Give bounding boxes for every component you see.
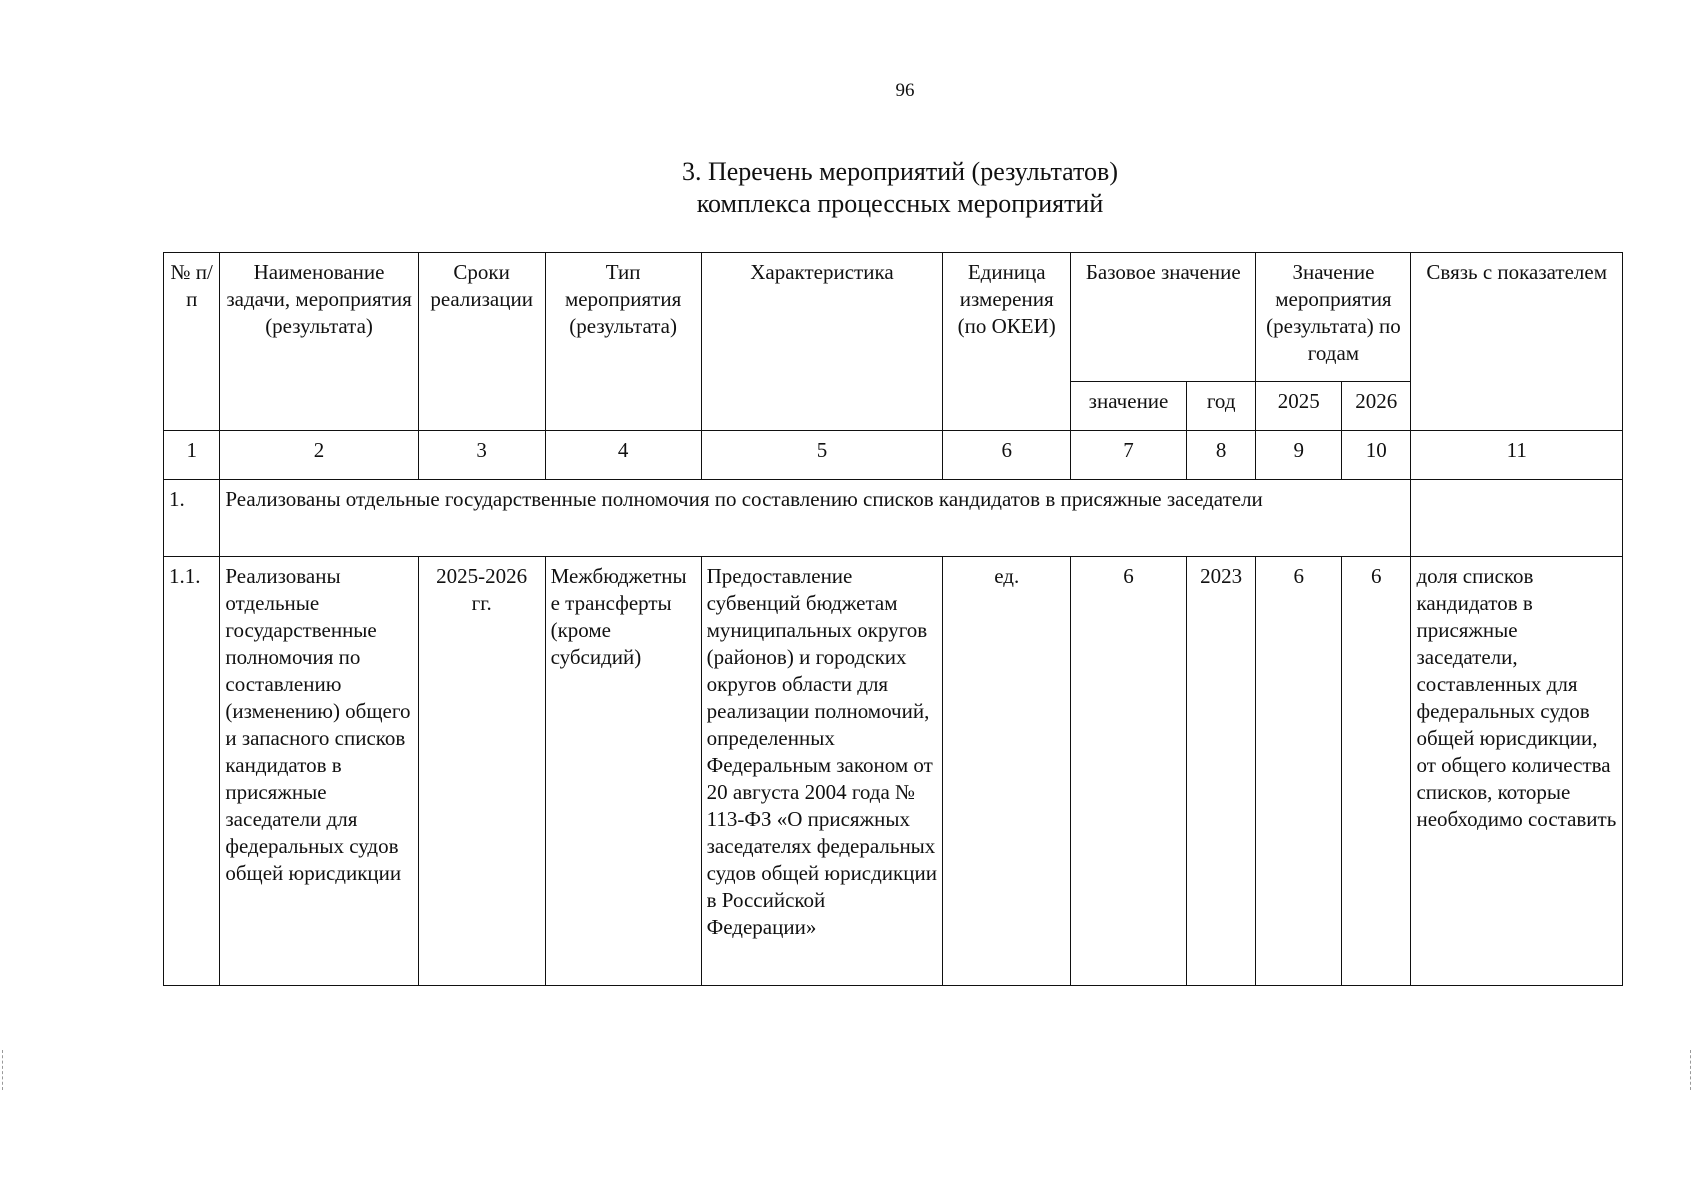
- item-link: доля списков кандидатов в присяжные заседатели, составленных для федеральных судов общей юрисдикции, от общего количества списков, которые необходимо составить: [1411, 557, 1623, 986]
- item-base-value: 6: [1071, 557, 1187, 986]
- column-number: 8: [1186, 431, 1255, 480]
- subheader-year-2025: 2025: [1256, 382, 1342, 431]
- column-number: 10: [1341, 431, 1410, 480]
- column-number-row: [164, 431, 1623, 480]
- section-title: Реализованы отдельные государственные полномочия по составлению списков кандидатов в присяжные заседатели: [220, 480, 1411, 557]
- item-unit: ед.: [943, 557, 1071, 986]
- document-title: [300, 156, 1500, 220]
- column-number: 7: [1071, 431, 1187, 480]
- column-number: 2: [220, 431, 418, 480]
- item-num: 1.1.: [164, 557, 220, 986]
- column-number: 4: [545, 431, 701, 480]
- column-number: 1: [164, 431, 220, 480]
- item-name: Реализованы отдельные государственные полномочия по составлению (изменению) общего и запасного списков кандидатов в присяжные заседатели для федеральных судов общей юрисдикции: [220, 557, 418, 986]
- header-name: Наименование задачи, мероприятия (результата): [220, 253, 418, 431]
- column-number: 6: [943, 431, 1071, 480]
- item-terms: 2025-2026 гг.: [418, 557, 545, 986]
- subheader-base-value: значение: [1071, 382, 1187, 431]
- header-link: Связь с показателем: [1411, 253, 1623, 431]
- table-row: [164, 557, 1623, 986]
- section-row: [164, 480, 1623, 557]
- header-type: Тип мероприятия (результата): [545, 253, 701, 431]
- item-characteristic: Предоставление субвенций бюджетам муниципальных округов (районов) и городских округов области для реализации полномочий, определенных Федеральным законом от 20 августа 2004 года № 113-ФЗ «О присяжных заседателях федеральных судов общей юрисдикции в Российской Федерации»: [701, 557, 943, 986]
- header-value-by-years: Значение мероприятия (результата) по годам: [1256, 253, 1411, 382]
- column-number: 9: [1256, 431, 1342, 480]
- subheader-year-2026: 2026: [1341, 382, 1410, 431]
- item-value-2025: 6: [1256, 557, 1342, 986]
- section-empty-cell: [1411, 480, 1623, 557]
- left-margin-mark: [2, 1050, 5, 1090]
- header-characteristic: Характеристика: [701, 253, 943, 431]
- title-line-1: 3. Перечень мероприятий (результатов): [681, 157, 1118, 186]
- title-line-2: комплекса процессных мероприятий: [696, 189, 1104, 218]
- activities-table: [163, 252, 1623, 986]
- item-type: Межбюджетные трансферты (кроме субсидий): [545, 557, 701, 986]
- section-num: 1.: [164, 480, 220, 557]
- header-terms: Сроки реализации: [418, 253, 545, 431]
- item-value-2026: 6: [1341, 557, 1410, 986]
- right-margin-mark: [1690, 1050, 1693, 1090]
- column-number: 11: [1411, 431, 1623, 480]
- header-num: № п/п: [164, 253, 220, 431]
- header-unit: Единица измерения (по ОКЕИ): [943, 253, 1071, 431]
- page-number: 96: [895, 80, 915, 101]
- item-base-year: 2023: [1186, 557, 1255, 986]
- column-number: 5: [701, 431, 943, 480]
- subheader-base-year: год: [1186, 382, 1255, 431]
- header-row: [164, 253, 1623, 382]
- header-base-value: Базовое значение: [1071, 253, 1256, 382]
- column-number: 3: [418, 431, 545, 480]
